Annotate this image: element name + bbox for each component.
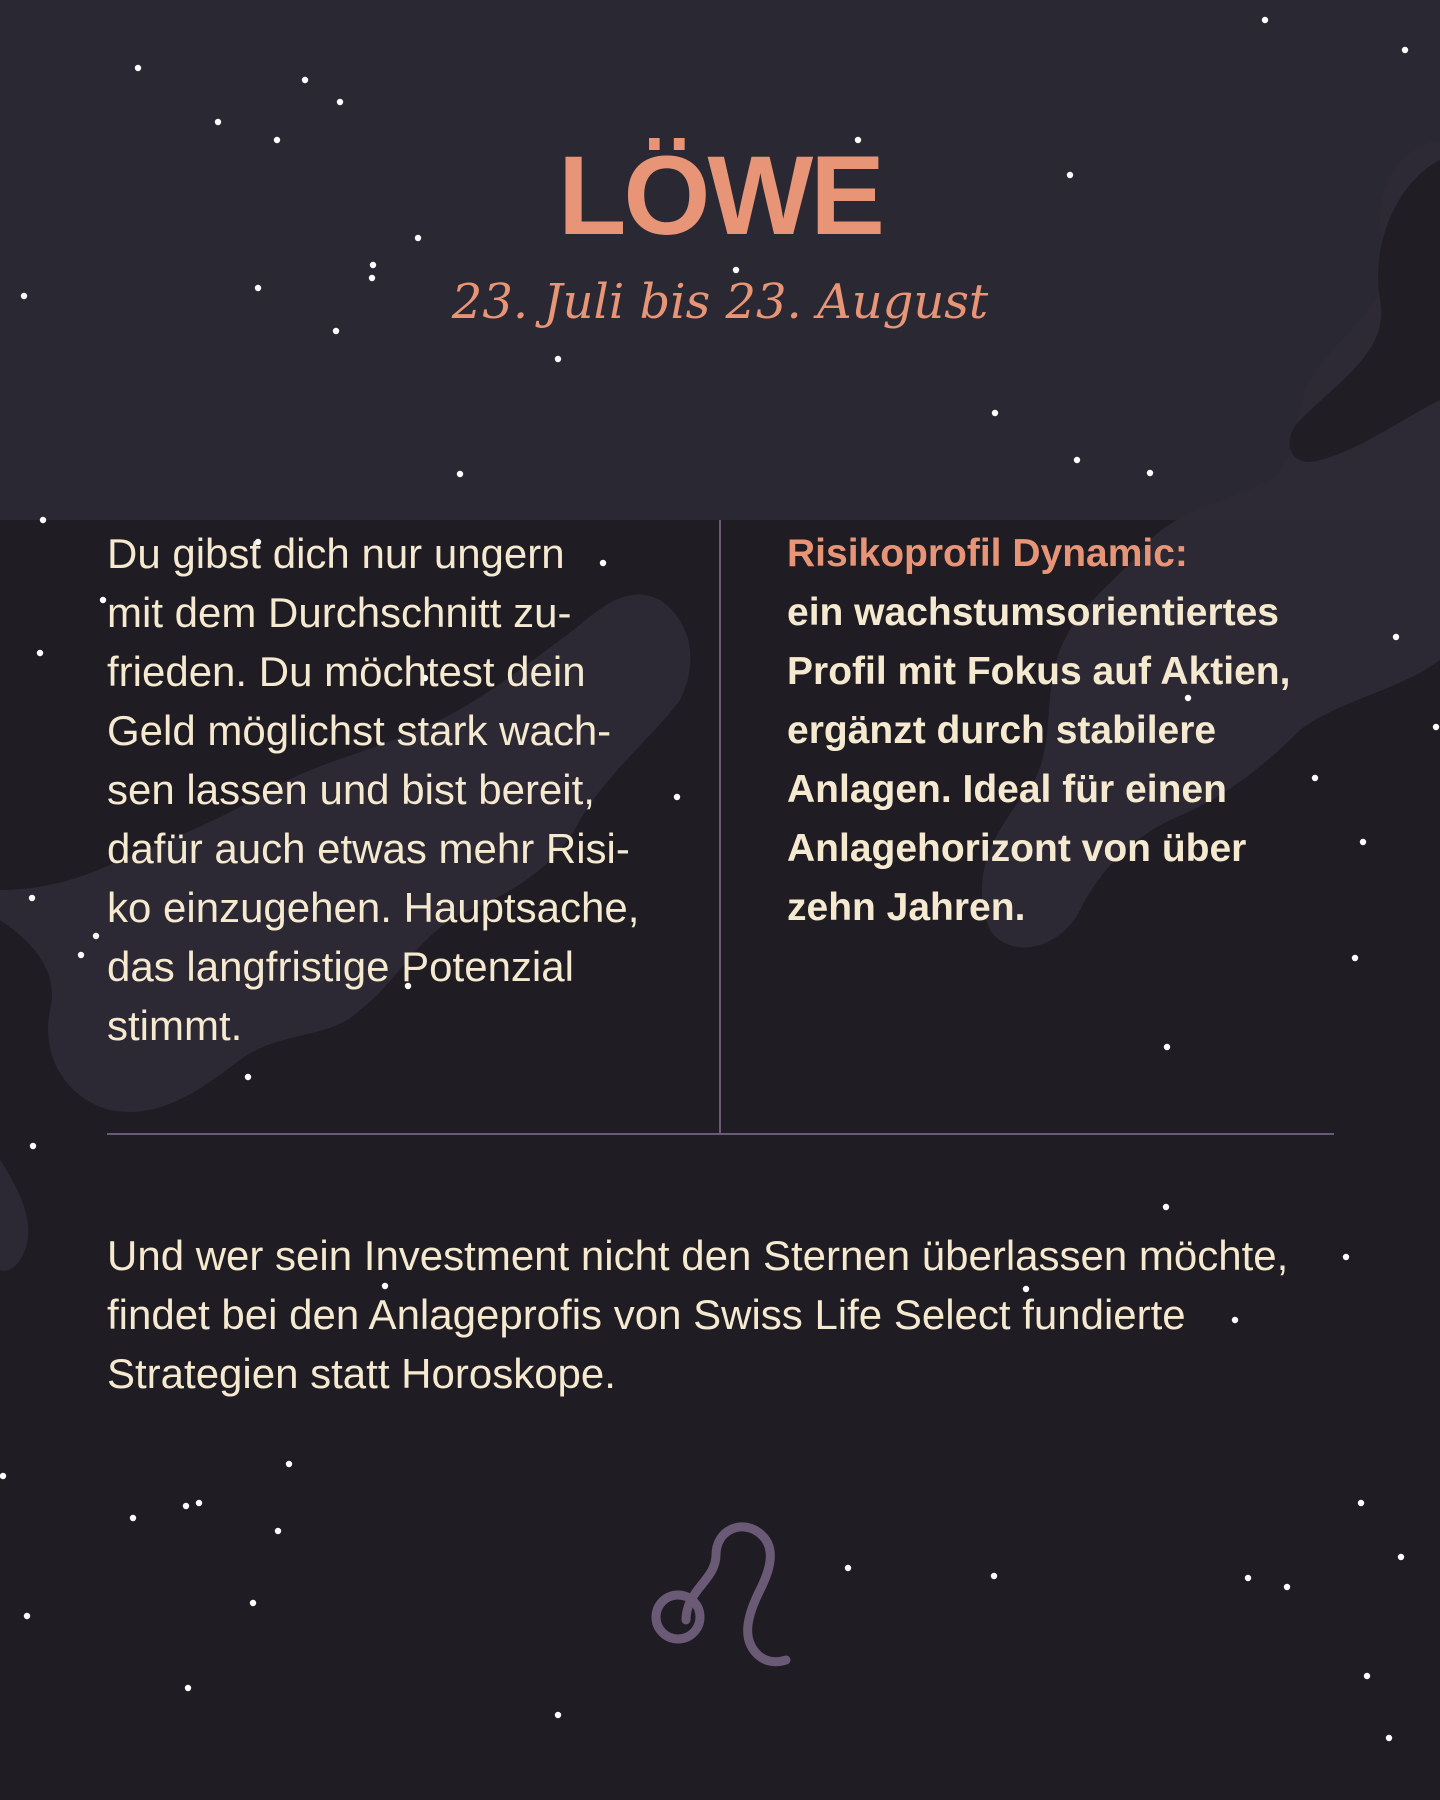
description-line: frieden. Du möchtest dein	[107, 648, 586, 695]
description-line: das langfristige Potenzial	[107, 943, 574, 990]
star-dot	[135, 65, 141, 71]
star-dot	[1398, 1554, 1404, 1560]
star-dot	[1164, 1044, 1170, 1050]
star-dot	[1074, 457, 1080, 463]
star-dot	[1433, 724, 1439, 730]
star-dot	[1284, 1584, 1290, 1590]
star-dot	[1262, 17, 1268, 23]
star-dot	[275, 1528, 281, 1534]
star-dot	[1358, 1500, 1364, 1506]
star-dot	[185, 1685, 191, 1691]
description-line: ko einzugehen. Hauptsache,	[107, 884, 640, 931]
leo-symbol-stroke	[686, 1527, 786, 1662]
star-dot	[457, 471, 463, 477]
star-dot	[93, 933, 99, 939]
star-dot	[333, 328, 339, 334]
star-dot	[1402, 47, 1408, 53]
description-line: Du gibst dich nur ungern	[107, 530, 565, 577]
description-line: stimmt.	[107, 1002, 243, 1049]
risk-profile-line: ergänzt durch stabilere	[787, 709, 1217, 752]
star-dot	[37, 650, 43, 656]
star-dot	[555, 356, 561, 362]
star-dot	[370, 262, 376, 268]
star-dot	[302, 77, 308, 83]
star-dot	[1352, 955, 1358, 961]
description-line: mit dem Durchschnitt zu-	[107, 589, 572, 636]
description-line: dafür auch etwas mehr Risi-	[107, 825, 630, 872]
sky-upper-tone	[0, 0, 1440, 520]
leo-symbol-circle	[656, 1595, 700, 1639]
leo-symbol-icon	[646, 1510, 796, 1670]
star-dot	[29, 895, 35, 901]
risk-profile-line: Profil mit Fokus auf Aktien,	[787, 650, 1291, 693]
star-dot	[992, 410, 998, 416]
star-dot	[337, 99, 343, 105]
closing-line: findet bei den Anlageprofis von Swiss Life Select fundierte	[107, 1291, 1186, 1338]
star-dot	[1364, 1673, 1370, 1679]
description-text	[107, 524, 677, 1055]
closing-line: Strategien statt Horoskope.	[107, 1350, 616, 1397]
star-dot	[130, 1515, 136, 1521]
description-line: sen lassen und bist bereit,	[107, 766, 595, 813]
vertical-divider	[719, 520, 721, 1134]
star-dot	[991, 1573, 997, 1579]
star-dot	[1147, 470, 1153, 476]
star-dot	[1163, 1204, 1169, 1210]
star-dot	[196, 1500, 202, 1506]
closing-line: Und wer sein Investment nicht den Sternen überlassen möchte,	[107, 1232, 1289, 1279]
star-dot	[1386, 1735, 1392, 1741]
star-dot	[1245, 1575, 1251, 1581]
star-dot	[215, 119, 221, 125]
risk-profile-heading: Risikoprofil Dynamic:	[787, 532, 1188, 575]
star-dot	[24, 1613, 30, 1619]
star-dot	[100, 597, 106, 603]
star-dot	[250, 1600, 256, 1606]
star-dot	[733, 267, 739, 273]
star-dot	[78, 952, 84, 958]
star-dot	[555, 1712, 561, 1718]
horizontal-divider	[107, 1133, 1334, 1135]
risk-profile-line: Anlagen. Ideal für einen	[787, 768, 1227, 811]
star-dot	[1360, 839, 1366, 845]
star-dot	[1393, 634, 1399, 640]
closing-text	[107, 1226, 1367, 1403]
star-dot	[845, 1565, 851, 1571]
page-title: LÖWE	[558, 133, 882, 258]
risk-profile-line: Anlagehorizont von über	[787, 827, 1247, 870]
star-dot	[183, 1503, 189, 1509]
description-line: Geld möglichst stark wach-	[107, 707, 612, 754]
date-range: 23. Juli bis 23. August	[451, 274, 989, 330]
risk-profile	[787, 524, 1347, 937]
risk-profile-line: ein wachstumsorientiertes	[787, 591, 1279, 634]
star-dot	[30, 1143, 36, 1149]
star-dot	[40, 517, 46, 523]
star-dot	[286, 1461, 292, 1467]
risk-profile-line: zehn Jahren.	[787, 886, 1026, 929]
star-dot	[0, 1473, 6, 1479]
star-dot	[245, 1074, 251, 1080]
